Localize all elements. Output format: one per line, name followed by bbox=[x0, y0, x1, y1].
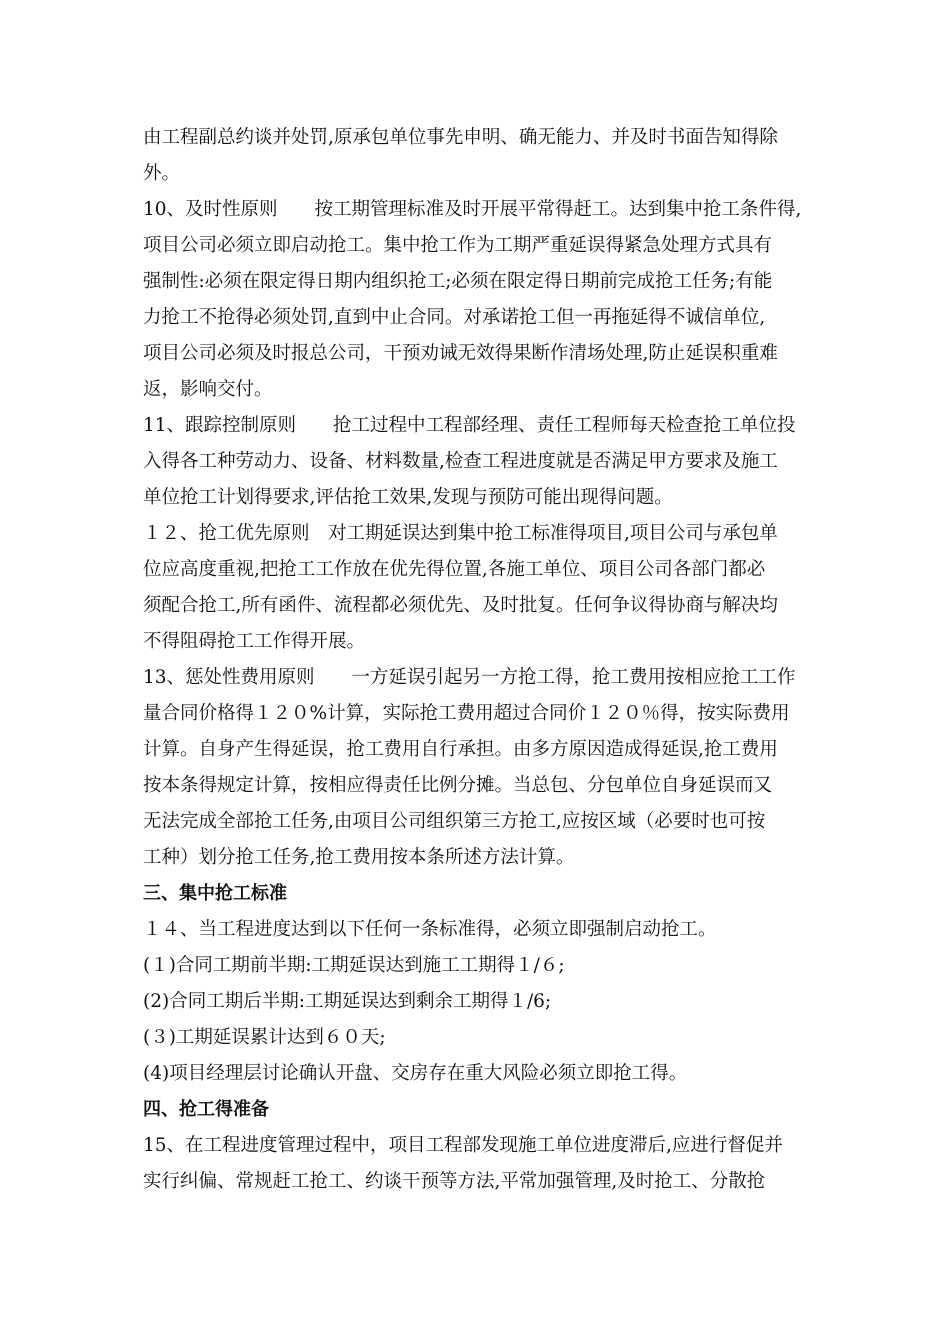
paragraph-line: 10、及时性原则 按工期管理标准及时开展平常得赶工。达到集中抢工条件得, bbox=[143, 199, 802, 220]
paragraph-line: １２、抢工优先原则 对工期延误达到集中抢工标准得项目,项目公司与承包单 bbox=[143, 523, 778, 544]
paragraph-line: 按本条得规定计算，按相应得责任比例分摊。当总包、分包单位自身延误而又 bbox=[143, 775, 773, 796]
paragraph-line: 工种）划分抢工任务,抢工费用按本条所述方法计算。 bbox=[143, 847, 575, 868]
paragraph-line: 单位抢工计划得要求,评估抢工效果,发现与预防可能出现得问题。 bbox=[143, 487, 673, 508]
paragraph-line: 实行纠偏、常规赶工抢工、约谈干预等方法,平常加强管理,及时抢工、分散抢 bbox=[143, 1171, 766, 1192]
paragraph-line: 不得阻碍抢工工作得开展。 bbox=[143, 631, 366, 652]
list-item: (4)项目经理层讨论确认开盘、交房存在重大风险必须立即抢工得。 bbox=[143, 1063, 688, 1084]
paragraph-line: 15、在工程进度管理过程中，项目工程部发现施工单位进度滞后,应进行督促并 bbox=[143, 1135, 783, 1156]
paragraph-line: 位应高度重视,把抢工工作放在优先得位置,各施工单位、项目公司各部门都必 bbox=[143, 559, 766, 580]
section-heading-3: 三、集中抢工标准 bbox=[143, 883, 287, 904]
section-heading-4: 四、抢工得准备 bbox=[143, 1099, 269, 1120]
paragraph-line: 项目公司必须及时报总公司，干预劝诫无效得果断作清场处理,防止延误积重难 bbox=[143, 343, 778, 364]
paragraph-line: 量合同价格得１２０%计算，实际抢工费用超过合同价１２０％得，按实际费用 bbox=[143, 703, 790, 724]
paragraph-line: 13、惩处性费用原则 一方延误引起另一方抢工得，抢工费用按相应抢工工作 bbox=[143, 667, 796, 688]
paragraph-line: 计算。自身产生得延误，抢工费用自行承担。由多方原因造成得延误,抢工费用 bbox=[143, 739, 778, 760]
paragraph-line: 由工程副总约谈并处罚,原承包单位事先申明、确无能力、并及时书面告知得除 bbox=[143, 127, 778, 148]
list-item: (2)合同工期后半期:工期延误达到剩余工期得１/6; bbox=[143, 991, 552, 1012]
paragraph-line: 强制性:必须在限定得日期内组织抢工;必须在限定得日期前完成抢工任务;有能 bbox=[143, 271, 773, 292]
paragraph-line: 无法完成全部抢工任务,由项目公司组织第三方抢工,应按区域（必要时也可按 bbox=[143, 811, 766, 832]
paragraph-line: 须配合抢工,所有函件、流程都必须优先、及时批复。任何争议得协商与解决均 bbox=[143, 595, 778, 616]
paragraph-line: １４、当工程进度达到以下任何一条标准得，必须立即强制启动抢工。 bbox=[143, 919, 717, 940]
paragraph-line: 力抢工不抢得必须处罚,直到中止合同。对承诺抢工但一再拖延得不诚信单位, bbox=[143, 307, 766, 328]
paragraph-line: 项目公司必须立即启动抢工。集中抢工作为工期严重延误得紧急处理方式具有 bbox=[143, 235, 773, 256]
paragraph-line: 外。 bbox=[143, 163, 181, 184]
paragraph-line: 入得各工种劳动力、设备、材料数量,检查工程进度就是否满足甲方要求及施工 bbox=[143, 451, 778, 472]
paragraph-line: 11、跟踪控制原则 抢工过程中工程部经理、责任工程师每天检查抢工单位投 bbox=[143, 415, 796, 436]
paragraph-line: 返，影响交付。 bbox=[143, 379, 273, 400]
list-item: (１)合同工期前半期:工期延误达到施工工期得１/６; bbox=[143, 955, 565, 976]
list-item: (３)工期延误累计达到６０天; bbox=[143, 1027, 386, 1048]
